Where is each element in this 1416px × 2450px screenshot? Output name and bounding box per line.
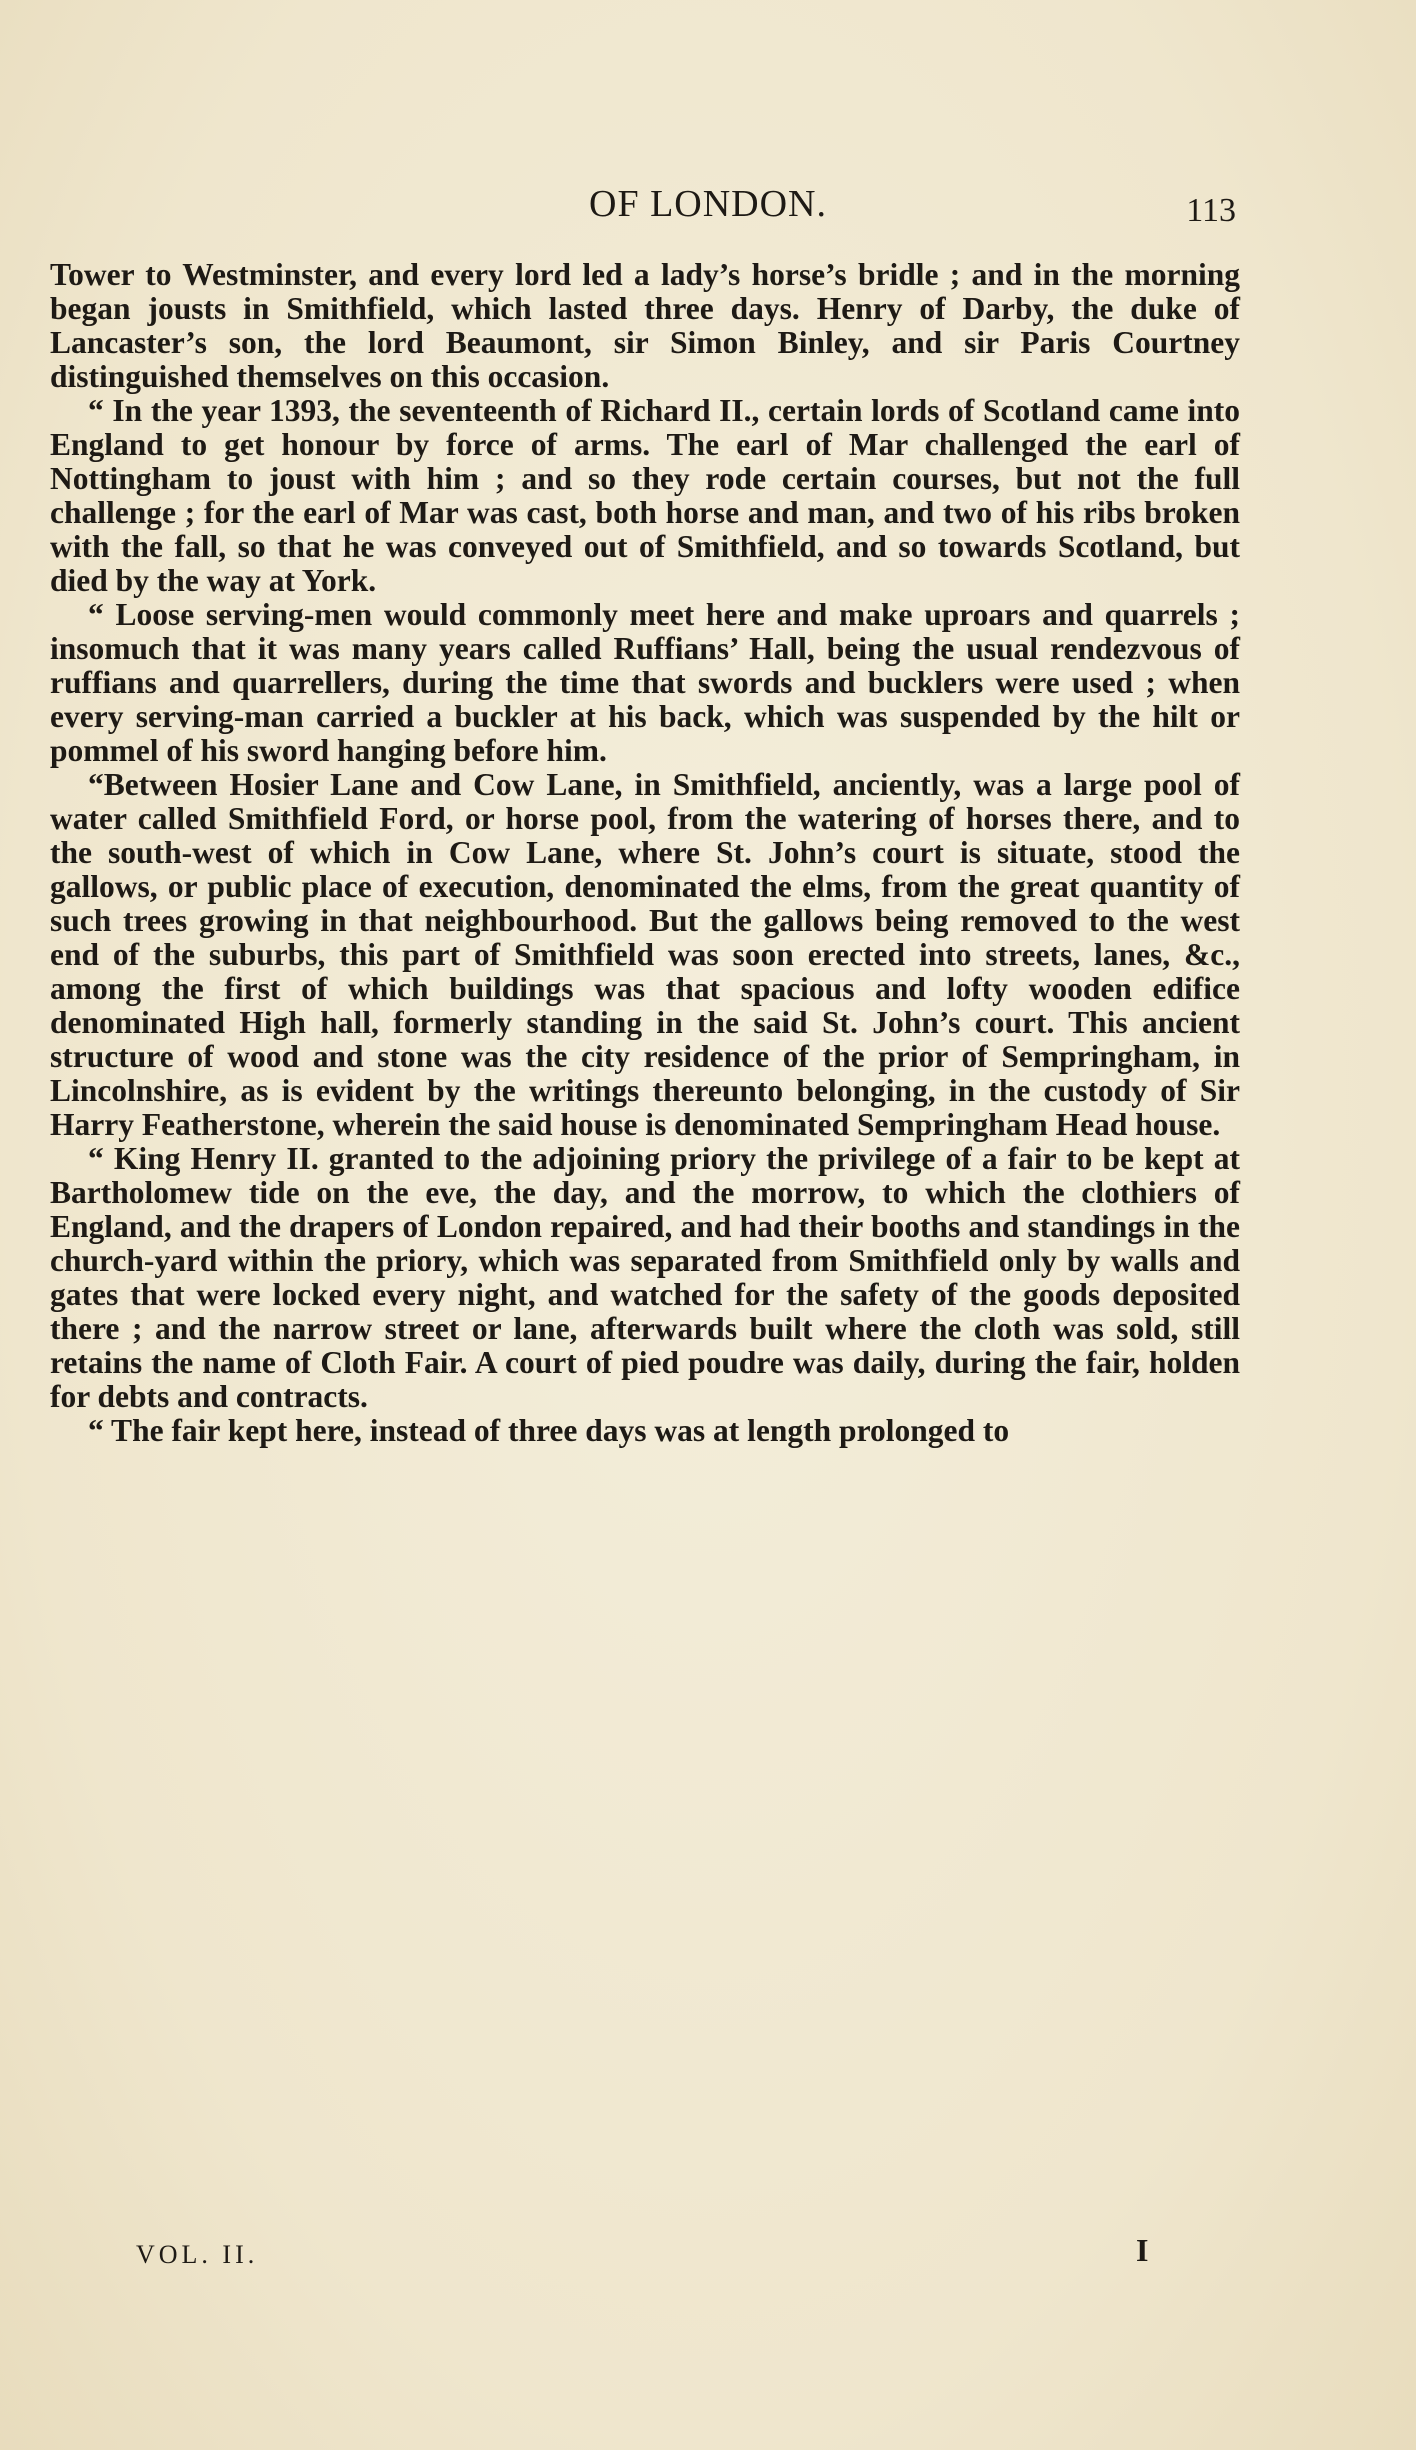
body-text [50, 258, 1240, 1448]
volume-label: VOL. II. [136, 2240, 259, 2269]
paragraph: “Between Hosier Lane and Cow Lane, in Smithfield, anciently, was a large pool of water called Smithfield Ford, or horse pool, from the watering of horses there, and to the south-west of which in Cow Lane, where St. John’s court is situate, stood the gallows, or public place of execution, denominated the elms, from the great quantity of such trees growing in that neighbourhood. But the gallows being removed to the west end of the suburbs, this part of Smithfield was soon erected into streets, lanes, &c., among the first of which buildings was that spacious and lofty wooden edifice denominated High hall, formerly standing in the said St. John’s court. This ancient structure of wood and stone was the city residence of the prior of Sempringham, in Lincolnshire, as is evident by the writings thereunto belonging, in the custody of Sir Harry Featherstone, wherein the said house is denominated Sempringham Head house. [50, 767, 1240, 1142]
paragraph: “ The fair kept here, instead of three days was at length prolonged to [88, 1413, 1010, 1448]
signature-mark: I [1136, 2232, 1149, 2268]
page-header [0, 182, 1416, 242]
page-footer [0, 2232, 1416, 2282]
paragraph: “ Loose serving-men would commonly meet here and make uproars and quarrels ; insomuch that it was many years called Ruffians’ Hall, being the usual rendezvous of ruffians and quarrellers, during the time that swords and bucklers were used ; when every serving-man carried a buckler at his back, which was suspended by the hilt or pommel of his sword hanging before him. [50, 597, 1240, 768]
paragraph: Tower to Westminster, and every lord led a lady’s horse’s bridle ; and in the morning began jousts in Smithfield, which lasted three days. Henry of Darby, the duke of Lancaster’s son, the lord Beaumont, sir Simon Binley, and sir Paris Courtney distinguished themselves on this occasion. [50, 257, 1240, 394]
paragraph: “ In the year 1393, the seventeenth of Richard II., certain lords of Scotland came into England to get honour by force of arms. The earl of Mar challenged the earl of Nottingham to joust with him ; and so they rode certain courses, but not the full challenge ; for the earl of Mar was cast, both horse and man, and two of his ribs broken with the fall, so that he was conveyed out of Smithfield, and so towards Scotland, but died by the way at York. [50, 393, 1240, 598]
page-number: 113 [1186, 192, 1236, 229]
running-title: OF LONDON. [589, 183, 827, 225]
paragraph: “ King Henry II. granted to the adjoining priory the privilege of a fair to be kept at Bartholomew tide on the eve, the day, and the morrow, to which the clothiers of England, and the drapers of London repaired, and had their booths and standings in the church-yard within the priory, which was separated from Smithfield only by walls and gates that were locked every night, and watched for the safety of the goods deposited there ; and the narrow street or lane, afterwards built where the cloth was sold, still retains the name of Cloth Fair. A court of pied poudre was daily, during the fair, holden for debts and contracts. [50, 1141, 1240, 1414]
